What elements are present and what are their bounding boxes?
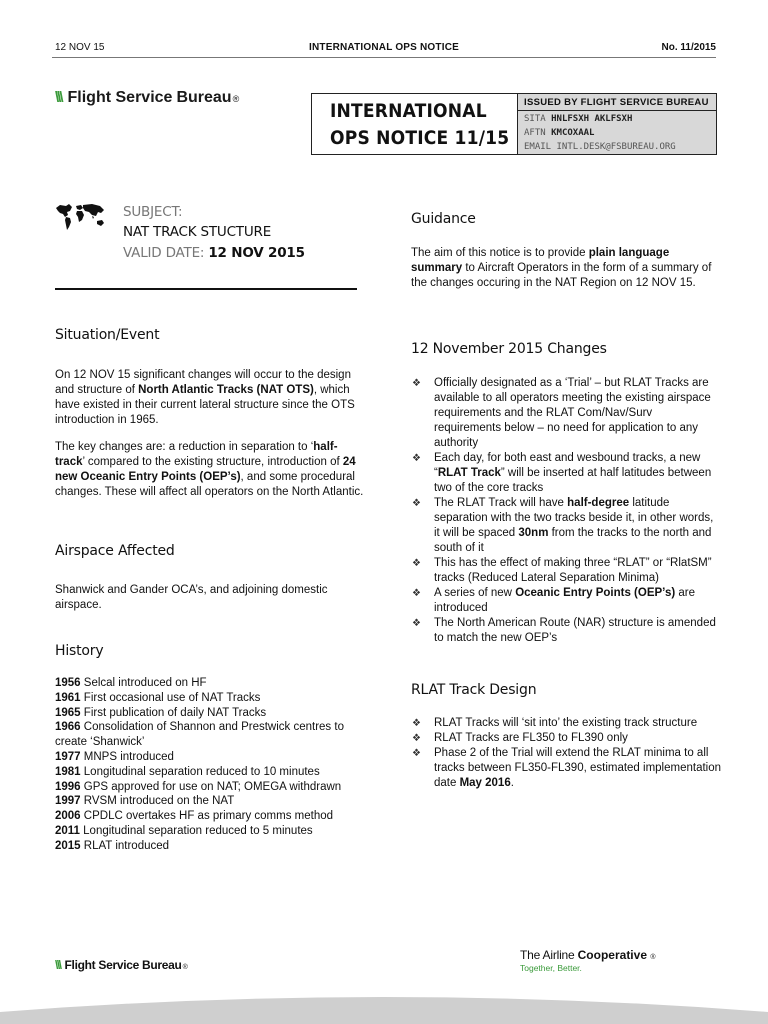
history-year: 1977 (55, 750, 81, 763)
valid-date (123, 245, 305, 261)
airline-reg: ® (650, 954, 656, 961)
history-text: Selcal introduced on HF (80, 677, 207, 689)
airline-cooperative-logo (520, 948, 656, 973)
diamond-bullet-icon: ❖ (412, 453, 421, 464)
rlat-b3-b: May 2016 (459, 777, 511, 789)
fsb-logo (55, 89, 239, 107)
rlat-item (411, 731, 721, 746)
history-year: 2015 (55, 839, 81, 852)
header-number: No. 11/2015 (661, 42, 716, 53)
changes-item (411, 451, 721, 496)
header-rule (52, 57, 716, 58)
changes-list (411, 376, 721, 646)
history-item (55, 794, 365, 809)
notice-info (517, 94, 716, 154)
footer-swoosh (0, 990, 768, 1024)
guidance-b: plain language summary (411, 247, 670, 274)
diamond-bullet-icon: ❖ (412, 588, 421, 599)
logo-name-1: Flight Service (67, 89, 173, 106)
changes-b3-c: latitude separation with the two tracks beside it, in other words, it will be spaced (434, 497, 714, 539)
guidance-text (411, 246, 721, 291)
header-title: INTERNATIONAL OPS NOTICE (309, 42, 459, 53)
rlat-item (411, 746, 721, 791)
changes-item (411, 496, 721, 556)
changes-b3-b: half-degree (567, 497, 630, 509)
history-text: Longitudinal separation reduced to 5 minutes (79, 824, 313, 837)
situation-p1-c: , which have existed in their current lateral structure since the OTS introduction in 1965. (55, 384, 355, 426)
airline-name-b: Cooperative (577, 948, 647, 962)
changes-b3-d: 30nm (518, 527, 549, 539)
history-year: 2011 (55, 824, 80, 837)
situation-p1-a: On 12 NOV 15 significant changes will occur to the design and structure of (55, 369, 351, 396)
header-date: 12 NOV 15 (55, 42, 105, 53)
situation-p2-c: ’ compared to the existing structure, introduction of (82, 456, 343, 468)
changes-b3-a: The RLAT Track will have (434, 497, 568, 509)
changes-b5-a: A series of new (434, 587, 516, 599)
subject-label: SUBJECT: (123, 204, 183, 220)
history-item (55, 809, 365, 824)
history-year: 1996 (55, 780, 81, 793)
history-item (55, 676, 365, 691)
changes-item (411, 556, 721, 586)
airline-tagline: Together, Better. (520, 963, 582, 973)
footer-fsb-name: Flight Service Bureau (64, 958, 182, 972)
footer-fsb-logo (55, 958, 188, 972)
email-label: EMAIL (524, 142, 552, 152)
history-item (55, 765, 365, 780)
changes-item (411, 586, 721, 616)
situation-paragraph-1 (55, 368, 365, 428)
history-text: RVSM introduced on the NAT (80, 795, 235, 808)
changes-item (411, 616, 721, 646)
airspace-text: Shanwick and Gander OCA’s, and adjoining domestic airspace. (55, 584, 328, 611)
changes-b4: This has the effect of making three “RLAT” or “RlatSM” tracks (Reduced Lateral Separation Minima) (434, 557, 712, 584)
subject-value: NAT TRACK STUCTURE (123, 224, 272, 240)
diamond-bullet-icon: ❖ (412, 618, 421, 629)
changes-b5-c: are introduced (434, 587, 695, 614)
guidance-heading: Guidance (411, 211, 476, 227)
history-item (55, 824, 365, 839)
aftn-line (524, 126, 716, 140)
changes-b1: Officially designated as a ‘Trial’ – but RLAT Tracks are available to all operators meeting the existing airspace requirements and the RLAT Com/Nav/Surv requirements below – no need for application to any authority (434, 377, 711, 449)
history-text: GPS approved for use on NAT; OMEGA withdrawn (80, 780, 342, 793)
aftn-value: KMCOXAAL (551, 128, 595, 138)
history-text: Consolidation of Shannon and Prestwick centres to create ‘Shanwick’ (55, 721, 344, 749)
rlat-b3-a: Phase 2 of the Trial will extend the RLAT minima to all tracks between FL350-FL390, estimated implementation date (434, 747, 722, 789)
rlat-b2: RLAT Tracks are FL350 to FL390 only (434, 732, 628, 744)
history-text: CPDLC overtakes HF as primary comms method (80, 810, 334, 823)
history-item (55, 780, 365, 795)
airspace-heading: Airspace Affected (55, 543, 175, 559)
notice-title-line1: INTERNATIONAL (330, 100, 487, 122)
notice-box (311, 93, 717, 155)
changes-b6: The North American Route (NAR) structure is amended to match the new OEP’s (434, 617, 716, 644)
history-text: First occasional use of NAT Tracks (80, 691, 261, 704)
changes-b2-b: RLAT Track (437, 467, 501, 479)
sita-value: HNLFSXH AKLFSXH (551, 114, 633, 124)
history-item (55, 839, 365, 854)
changes-item (411, 376, 721, 451)
situation-heading: Situation/Event (55, 327, 160, 343)
history-year: 1997 (55, 795, 81, 808)
diamond-bullet-icon: ❖ (412, 558, 421, 569)
changes-b2-c: ” will be inserted at half latitudes between two of the core tracks (434, 467, 712, 494)
sita-line (524, 112, 716, 126)
history-item (55, 720, 365, 750)
situation-p2-a: The key changes are: a reduction in separation to ‘ (55, 441, 314, 453)
history-text: RLAT introduced (80, 839, 170, 852)
history-year: 1966 (55, 721, 81, 734)
situation-p2-b: half-track (55, 441, 338, 468)
sita-label: SITA (524, 114, 546, 124)
rlat-list (411, 716, 721, 791)
history-year: 2006 (55, 810, 81, 823)
changes-heading: 12 November 2015 Changes (411, 341, 607, 357)
logo-reg: ® (232, 94, 240, 104)
changes-b5-b: Oceanic Entry Points (OEP’s) (515, 587, 676, 599)
notice-title (312, 94, 517, 154)
diamond-bullet-icon: ❖ (412, 498, 421, 509)
world-map-icon (54, 202, 106, 232)
issued-by: ISSUED BY FLIGHT SERVICE BUREAU (518, 96, 716, 111)
rlat-b1: RLAT Tracks will ‘sit into’ the existing track structure (434, 717, 698, 729)
rlat-heading: RLAT Track Design (411, 682, 537, 698)
history-list (55, 676, 365, 854)
guidance-c: to Aircraft Operators in the form of a summary of the changes occuring in the NAT Region on 12 NOV 15. (411, 262, 712, 289)
valid-date-label: VALID DATE: (123, 245, 205, 261)
guidance-a: The aim of this notice is to provide (411, 247, 589, 259)
logo-name-2: Bureau (176, 89, 232, 106)
email-line (524, 140, 716, 154)
situation-p2-e: , and some procedural changes. These will affect all operators on the North Atlantic. (55, 471, 364, 498)
history-text: MNPS introduced (80, 750, 174, 763)
diamond-bullet-icon: ❖ (412, 378, 421, 389)
footer-logo-slashes: \\\ (55, 958, 61, 972)
rlat-item (411, 716, 721, 731)
history-heading: History (55, 643, 104, 659)
history-item (55, 750, 365, 765)
changes-b2-a: Each day, for both east and wesbound tracks, a new “ (434, 452, 701, 479)
logo-slashes: \\\ (55, 89, 62, 106)
subject-rule (55, 288, 357, 290)
airline-name-a: The Airline (520, 948, 578, 962)
airline-name (520, 948, 656, 962)
rlat-b3-c: . (510, 777, 514, 789)
history-item (55, 691, 365, 706)
changes-b3-e: from the tracks to the north and south of it (434, 527, 712, 554)
footer-fsb-reg: ® (182, 964, 188, 971)
history-text: Longitudinal separation reduced to 10 minutes (80, 765, 320, 778)
aftn-label: AFTN (524, 128, 546, 138)
history-year: 1961 (55, 691, 81, 704)
history-year: 1981 (55, 765, 81, 778)
situation-p2-d: 24 new Oceanic Entry Points (OEP’s) (55, 456, 356, 483)
email-value: INTL.DESK@FSBUREAU.ORG (556, 142, 676, 152)
history-item (55, 706, 365, 721)
diamond-bullet-icon: ❖ (412, 748, 421, 759)
diamond-bullet-icon: ❖ (412, 718, 421, 729)
situation-p1-b: North Atlantic Tracks (NAT OTS) (138, 384, 314, 396)
history-year: 1965 (55, 706, 81, 719)
valid-date-value: 12 NOV 2015 (208, 245, 305, 261)
history-year: 1956 (55, 677, 81, 689)
situation-paragraph-2 (55, 440, 365, 500)
diamond-bullet-icon: ❖ (412, 733, 421, 744)
history-text: First publication of daily NAT Tracks (80, 706, 267, 719)
notice-title-line2: OPS NOTICE 11/15 (330, 127, 510, 149)
